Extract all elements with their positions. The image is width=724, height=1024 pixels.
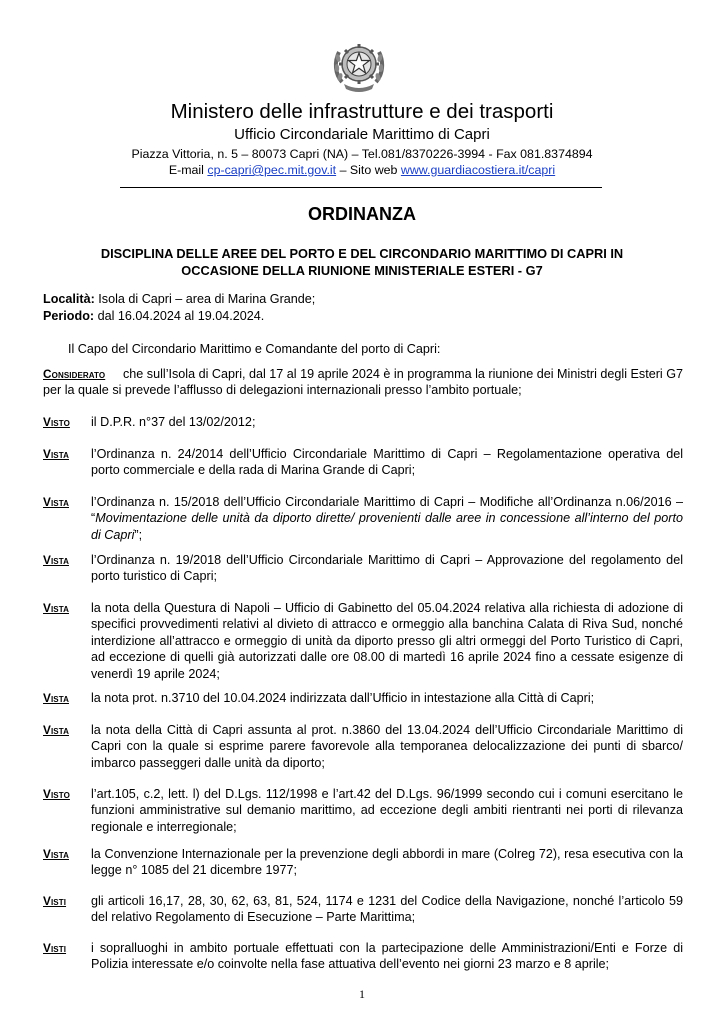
entry-text-italic: Movimentazione delle unità da diporto dirette/ provenienti dalle aree in concessione all’interno del porto di Capri <box>91 511 683 542</box>
locality-value: Isola di Capri – area di Marina Grande; <box>98 292 316 306</box>
office-address: Piazza Vittoria, n. 5 – 80073 Capri (NA) – Tel.081/8370226-3994 - Fax 081.8374894 <box>131 147 593 161</box>
header-divider <box>120 187 602 188</box>
subtitle-line-2: OCCASIONE DELLA RIUNIONE MINISTERIALE ESTERI - G7 <box>181 263 543 278</box>
entry-text: l’art.105, c.2, lett. l) del D.Lgs. 112/1998 e l’art.42 del D.Lgs. 96/1999 secondo cui i comuni esercitano le funzioni amministrative sul demanio marittimo, ad eccezione degli ambiti rientranti nei porti di rilevanza regionale e interregionale; <box>91 787 683 834</box>
ministry-name: Ministero delle infrastrutture e dei trasporti <box>170 100 554 123</box>
entry-vista-nota-3860 <box>43 722 683 771</box>
document-title: ORDINANZA <box>308 204 416 224</box>
entry-vista-ord-15-2018 <box>43 494 683 543</box>
website-link[interactable]: www.guardiacostiera.it/capri <box>400 163 556 177</box>
entry-visto-dpr <box>43 414 683 430</box>
intro-statement: Il Capo del Circondario Marittimo e Comandante del porto di Capri: <box>68 342 441 356</box>
period-line <box>43 309 264 323</box>
entry-text: l’Ordinanza n. 19/2018 dell’Ufficio Circondariale Marittimo di Capri – Approvazione del regolamento del porto turistico di Capri; <box>91 553 683 584</box>
entry-keyword: Vista <box>43 847 69 861</box>
subtitle-line-1: DISCIPLINA DELLE AREE DEL PORTO E DEL CIRCONDARIO MARITTIMO DI CAPRI IN <box>100 246 624 261</box>
entry-text-start: l’Ordinanza n. 15/2018 dell’Ufficio Circondariale Marittimo di Capri – Modifiche all’Ordinanza n.06/2016 – “ <box>91 495 683 526</box>
entry-keyword: Vista <box>43 601 69 615</box>
entry-vista-ord-19-2018 <box>43 552 683 585</box>
entry-keyword: Vista <box>43 553 69 567</box>
entry-keyword: Considerato <box>43 367 106 381</box>
entry-visto-dlgs <box>43 786 683 835</box>
page-number: 1 <box>359 987 365 1001</box>
entry-text <box>91 494 683 543</box>
period-value: dal 16.04.2024 al 19.04.2024. <box>97 309 265 323</box>
website-label: – Sito web <box>339 163 398 177</box>
email-link[interactable]: cp-capri@pec.mit.gov.it <box>207 163 337 177</box>
entry-keyword: Vista <box>43 495 69 509</box>
email-label: E-mail <box>168 163 204 177</box>
entry-considerato <box>43 366 683 399</box>
entry-text-end: ”; <box>134 527 143 542</box>
entry-text: la nota della Questura di Napoli – Ufficio di Gabinetto del 05.04.2024 relativa alla richiesta di adozione di specifici provvedimenti relativi al divieto di attracco e ormeggio alla banchina Calata di Riva Sud, nonché interdizione all’attracco e ormeggio di unità da diporto presso gli altri ormeggi del Porto Turistico di Capri, ad eccezione di quelli già autorizzati dalle ore 08.00 di martedì 16 aprile 2024 fino a cessate esigenze di venerdì 19 aprile 2024; <box>91 601 683 681</box>
entry-vista-ord-24-2014 <box>43 446 683 479</box>
entry-keyword: Vista <box>43 723 69 737</box>
entry-keyword: Vista <box>43 691 69 705</box>
entry-text: gli articoli 16,17, 28, 30, 62, 63, 81, 524, 1174 e 1231 del Codice della Navigazione, nonché l’articolo 59 del relativo Regolamento di Esecuzione – Parte Marittima; <box>91 894 683 925</box>
entry-text: l’Ordinanza n. 24/2014 dell’Ufficio Circondariale Marittimo di Capri – Regolamentazione operativa del porto commerciale e della rada di Marina Grande di Capri; <box>91 447 683 478</box>
entry-text: la Convenzione Internazionale per la prevenzione degli abbordi in mare (Colreg 72), resa esecutiva con la legge n° 1085 del 21 dicembre 1977; <box>91 847 683 878</box>
locality-label: Località: <box>43 292 95 306</box>
entry-keyword: Visto <box>43 787 70 801</box>
entry-keyword: Visti <box>43 894 67 908</box>
entry-vista-questura <box>43 600 683 682</box>
entry-vista-nota-3710 <box>43 690 683 706</box>
entry-text: la nota della Città di Capri assunta al prot. n.3860 del 13.04.2024 dell’Ufficio Circondariale Marittimo di Capri con la quale si esprime parere favorevole alla temporanea delocalizzazione dei punti di sbarco/ imbarco passeggeri dalle unità da diporto; <box>91 723 683 770</box>
entry-vista-colreg <box>43 846 683 879</box>
entry-keyword: Visti <box>43 941 67 955</box>
entry-visti-sopralluoghi <box>43 940 683 973</box>
entry-text: il D.P.R. n°37 del 13/02/2012; <box>91 415 256 429</box>
contact-line <box>0 163 724 177</box>
entry-visti-codice <box>43 893 683 926</box>
entry-text: che sull’Isola di Capri, dal 17 al 19 aprile 2024 è in programma la riunione dei Ministri degli Esteri G7 per la quale si prevede l’afflusso di delegazioni internazionali presso l’ambito portuale; <box>43 367 684 398</box>
entry-text: la nota prot. n.3710 del 10.04.2024 indirizzata dall’Ufficio in intestazione alla Città di Capri; <box>91 691 595 705</box>
republic-emblem-icon <box>332 38 386 94</box>
locality-line <box>43 292 315 306</box>
entry-keyword: Vista <box>43 447 69 461</box>
period-label: Periodo: <box>43 309 95 323</box>
office-name: Ufficio Circondariale Marittimo di Capri <box>234 126 490 143</box>
entry-keyword: Visto <box>43 415 70 429</box>
document-subtitle <box>0 245 724 279</box>
entry-text: i sopralluoghi in ambito portuale effettuati con la partecipazione delle Amministrazioni/Enti e Forze di Polizia interessate e/o coinvolte nella fase attuativa dell’evento nei giorni 23 marzo e 8 aprile; <box>91 941 683 972</box>
